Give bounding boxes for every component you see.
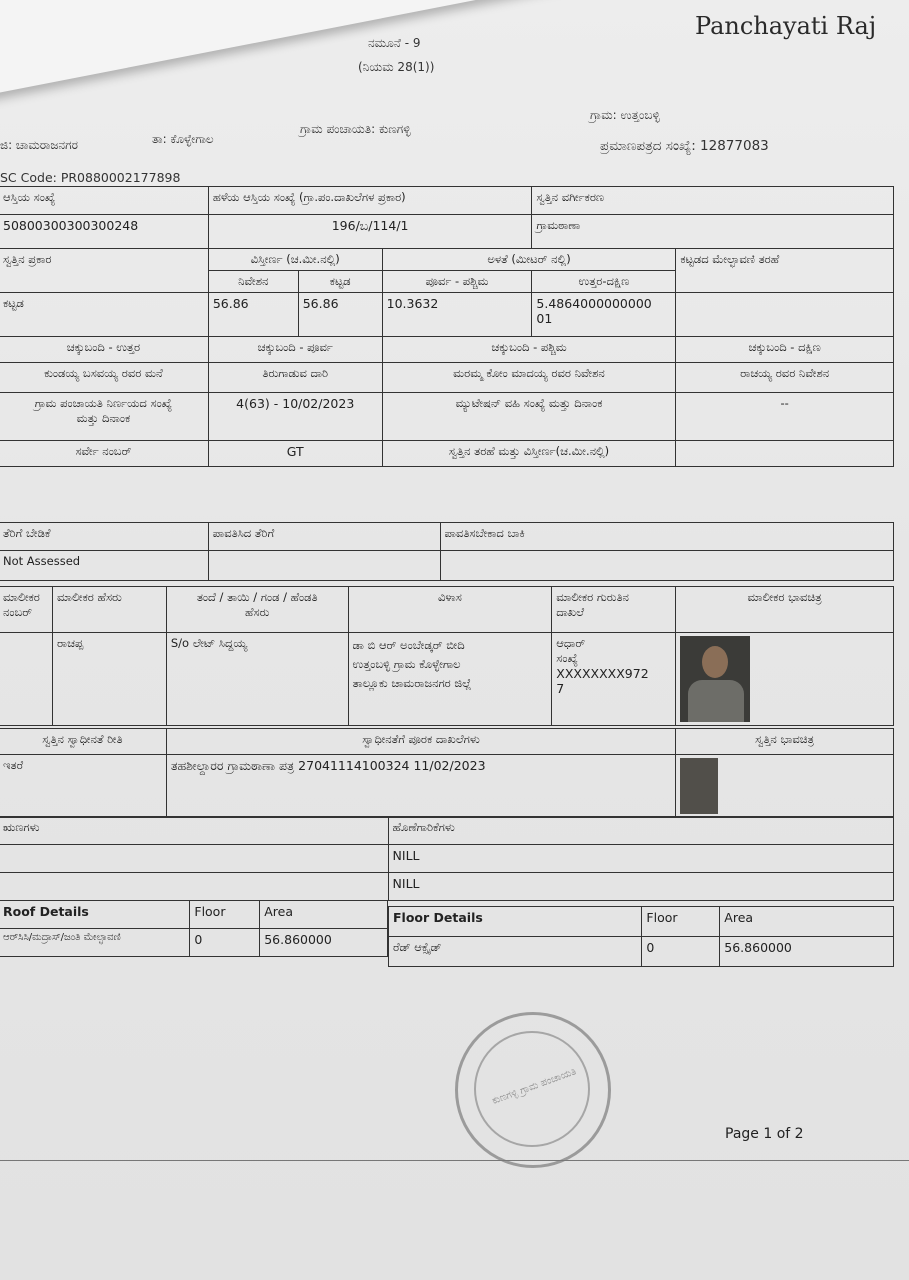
- acquisition-method-value: ಇತರೆ: [0, 755, 166, 818]
- east-boundary-label: ಚಕ್ಕುಬಂದಿ - ಪೂರ್ವ: [208, 337, 382, 363]
- floor-value: 0: [642, 937, 720, 967]
- east-west-value: 10.3632: [382, 293, 532, 337]
- north-south-value: 5.4864000000000 01: [532, 293, 676, 337]
- east-boundary-value: ತಿರುಗಾಡುವ ದಾರಿ: [208, 363, 382, 393]
- west-boundary-label: ಚಕ್ಕುಬಂದಿ - ಪಶ್ಚಿಮ: [382, 337, 676, 363]
- owner-id-cell: [552, 633, 676, 726]
- tax-demand-label: ತೆರಿಗೆ ಬೇಡಿಕೆ: [0, 523, 208, 551]
- owner-name-header: ಮಾಲೀಕರ ಹೆಸರು: [52, 587, 166, 633]
- liabilities-label: ಹೊಣೆಗಾರಿಕೆಗಳು: [388, 817, 893, 845]
- district-name: ಜಿ: ಚಾಮರಾಜನಗರ: [0, 138, 78, 152]
- tax-paid-value: [208, 551, 440, 581]
- area-label: ವಿಸ್ತೀರ್ಣ (ಚ.ಮೀ.ನಲ್ಲಿ): [208, 249, 382, 271]
- floor-header: Floor: [642, 907, 720, 937]
- property-photo-label: ಸ್ವತ್ತಿನ ಭಾವಚಿತ್ರ: [676, 729, 894, 755]
- survey-number-label: ಸರ್ವೇ ನಂಬರ್: [0, 441, 208, 467]
- property-number-label: ಆಸ್ತಿಯ ಸಂಖ್ಯೆ: [0, 187, 208, 215]
- id-type: ಆಧಾರ್ ಸಂಖ್ಯೆ: [556, 636, 586, 665]
- owner-number-header: ಮಾಲೀಕರ ನಂಬರ್: [0, 587, 52, 633]
- owner-photo-header: ಮಾಲೀಕರ ಭಾವಚಿತ್ರ: [676, 587, 894, 633]
- relation-name-value: S/o ಲೇಟ್ ಸಿದ್ದಯ್ಯ: [166, 633, 348, 726]
- roof-area-header: Area: [260, 901, 388, 929]
- tax-table: [0, 522, 894, 581]
- old-property-number-value: 196/ಬ/114/1: [208, 215, 532, 249]
- gram-panchayat-name: ಗ್ರಾಮ ಪಂಚಾಯತಿ: ಕುಣಗಳ್ಳಿ: [300, 122, 411, 136]
- certificate-number: ಪ್ರಮಾಣಪತ್ರದ ಸಂಖ್ಯೆ: 12877083: [600, 138, 769, 154]
- east-west-label: ಪೂರ್ವ - ಪಶ್ಚಿಮ: [382, 271, 532, 293]
- floor-area-header: Area: [720, 907, 894, 937]
- building-area-value: 56.86: [298, 293, 382, 337]
- roof-type-value: [676, 293, 894, 337]
- loans-label: ಋಣಗಳು: [0, 817, 388, 845]
- property-photo-cell: [676, 755, 894, 818]
- mutation-value: --: [676, 393, 894, 441]
- address-value: ಡಾ ಬಿ ಆರ್ ಅಂಬೇಡ್ಕರ್ ಬೀದಿ ಉತ್ತಂಬಳ್ಳಿ ಗ್ರಾಮ ಕೊಳ್ಳೇಗಾಲ ತಾಲ್ಲೂಕು ಚಾಮರಾಜನಗರ ಜಿಲ್ಲೆ: [348, 633, 552, 726]
- dimensions-label: ಅಳತೆ (ಮೀಟರ್ ನಲ್ಲಿ): [382, 249, 676, 271]
- liabilities-table: [0, 816, 894, 901]
- north-south-label: ಉತ್ತರ-ದಕ್ಷಿಣ: [532, 271, 676, 293]
- taluk-name: ತಾ: ಕೊಳ್ಳೇಗಾಲ: [152, 132, 214, 146]
- mutation-label: ಮ್ಯುಟೇಷನ್ ವಹಿ ಸಂಖ್ಯೆ ಮತ್ತು ದಿನಾಂಕ: [382, 393, 676, 441]
- aadhaar-number: XXXXXXXX972 7: [556, 666, 649, 696]
- resolution-label: ಗ್ರಾಮ ಪಂಚಾಯತಿ ನಿರ್ಣಯದ ಸಂಖ್ಯೆ ಮತ್ತು ದಿನಾಂಕ: [0, 393, 208, 441]
- acquisition-docs-value: ತಹಶೀಲ್ದಾರರ ಗ್ರಾಮಠಾಣಾ ಪತ್ರ 27041114100324 11/02/2023: [166, 755, 675, 818]
- owner-name-value: ರಾಚಪ್ಪ: [52, 633, 166, 726]
- roof-type-value: ಆರ್‌ಸಿಸಿ/ಮದ್ರಾಸ್/ಜಂತಿ ಮೇಲ್ಛಾವಣಿ: [0, 929, 190, 957]
- property-classification-label: ಸ್ವತ್ತಿನ ವರ್ಗೀಕರಣ: [532, 187, 894, 215]
- address-header: ವಿಳಾಸ: [348, 587, 552, 633]
- owner-id-header: ಮಾಲೀಕರ ಗುರುತಿನ ದಾಖಲೆ: [552, 587, 676, 633]
- roof-floor-value: 0: [190, 929, 260, 957]
- west-boundary-value: ಮರಮ್ಮ ಕೋಂ ಮಾದಯ್ಯ ರವರ ನಿವೇಶನ: [382, 363, 676, 393]
- owner-photo-cell: [676, 633, 894, 726]
- survey-number-value: GT: [208, 441, 382, 467]
- property-usage-label: ಸ್ವತ್ತಿನ ತರಹೆ ಮತ್ತು ವಿಸ್ತೀರ್ಣ(ಚ.ಮೀ.ನಲ್ಲಿ): [382, 441, 676, 467]
- floor-type-value: ರೆಡ್ ಆಕ್ಸೈಡ್: [389, 937, 642, 967]
- panchayat-seal: [455, 1012, 611, 1168]
- acquisition-table: [0, 728, 894, 818]
- property-number-value: 50800300300300248: [0, 215, 208, 249]
- resolution-value: 4(63) - 10/02/2023: [208, 393, 382, 441]
- roof-details-table: [0, 900, 388, 957]
- tax-due-value: [440, 551, 893, 581]
- south-boundary-value: ರಾಚಯ್ಯ ರವರ ನಿವೇಶನ: [676, 363, 894, 393]
- roof-area-value: 56.860000: [260, 929, 388, 957]
- tax-demand-value: Not Assessed: [0, 551, 208, 581]
- relation-name-header: ತಂದೆ / ತಾಯಿ / ಗಂಡ / ಹೆಂಡತಿ ಹೆಸರು: [166, 587, 348, 633]
- footer-rule: [0, 1160, 909, 1161]
- property-classification-value: ಗ್ರಾಮಠಾಣಾ: [532, 215, 894, 249]
- form-number: ನಮೂನೆ - 9: [368, 36, 421, 50]
- ifsc-code: SC Code: PR0880002177898: [0, 170, 181, 185]
- roof-details-title: Roof Details: [0, 901, 190, 929]
- property-photo: [680, 758, 718, 814]
- north-boundary-label: ಚಕ್ಕುಬಂದಿ - ಉತ್ತರ: [0, 337, 208, 363]
- acquisition-docs-label: ಸ್ವಾಧೀನತೆಗೆ ಪೂರಕ ದಾಖಲೆಗಳು: [166, 729, 675, 755]
- old-property-number-label: ಹಳೆಯ ಆಸ್ತಿಯ ಸಂಖ್ಯೆ (ಗ್ರಾ.ಪಂ.ದಾಖಲೆಗಳ ಪ್ರಕಾರ): [208, 187, 532, 215]
- floor-area-value: 56.860000: [720, 937, 894, 967]
- loans-value-2: [0, 873, 388, 901]
- owner-photo: [680, 636, 750, 722]
- page-number: Page 1 of 2: [725, 1126, 804, 1142]
- south-boundary-label: ಚಕ್ಕುಬಂದಿ - ದಕ್ಷಿಣ: [676, 337, 894, 363]
- roof-type-label: ಕಟ್ಟಡದ ಮೇಲ್ಛಾವಣಿ ತರಹೆ: [676, 249, 894, 293]
- folded-page-corner: [0, 0, 591, 96]
- village-name: ಗ್ರಾಮ: ಉತ್ತಂಬಳ್ಳಿ: [590, 108, 660, 122]
- owner-photo-face: [702, 646, 728, 678]
- property-details-table: [0, 186, 894, 467]
- brand-title: Panchayati Raj: [695, 12, 877, 40]
- floor-details-table: [388, 906, 894, 967]
- building-area-label: ಕಟ್ಟಡ: [298, 271, 382, 293]
- property-usage-value: [676, 441, 894, 467]
- seal-text: ಕುಣಗಳ್ಳಿ ಗ್ರಾಮ ಪಂಚಾಯತಿ: [490, 1066, 578, 1107]
- site-area-value: 56.86: [208, 293, 298, 337]
- property-type-label: ಸ್ವತ್ತಿನ ಪ್ರಕಾರ: [0, 249, 208, 293]
- owner-table: [0, 586, 894, 726]
- tax-due-label: ಪಾವತಿಸಬೇಕಾದ ಬಾಕಿ: [440, 523, 893, 551]
- owner-photo-body: [688, 680, 744, 722]
- rule-number: (ನಿಯಮ 28(1)): [358, 60, 435, 74]
- owner-number-value: [0, 633, 52, 726]
- floor-details-title: Floor Details: [389, 907, 642, 937]
- liabilities-value-2: NILL: [388, 873, 893, 901]
- north-boundary-value: ಕುಂಡಯ್ಯ ಬಸವಯ್ಯ ರವರ ಮನೆ: [0, 363, 208, 393]
- roof-floor-header: Floor: [190, 901, 260, 929]
- site-area-label: ನಿವೇಶನ: [208, 271, 298, 293]
- property-type-value: ಕಟ್ಟಡ: [0, 293, 208, 337]
- liabilities-value-1: NILL: [388, 845, 893, 873]
- acquisition-method-label: ಸ್ವತ್ತಿನ ಸ್ವಾಧೀನತೆ ರೀತಿ: [0, 729, 166, 755]
- loans-value-1: [0, 845, 388, 873]
- tax-paid-label: ಪಾವತಿಸಿದ ತೆರಿಗೆ: [208, 523, 440, 551]
